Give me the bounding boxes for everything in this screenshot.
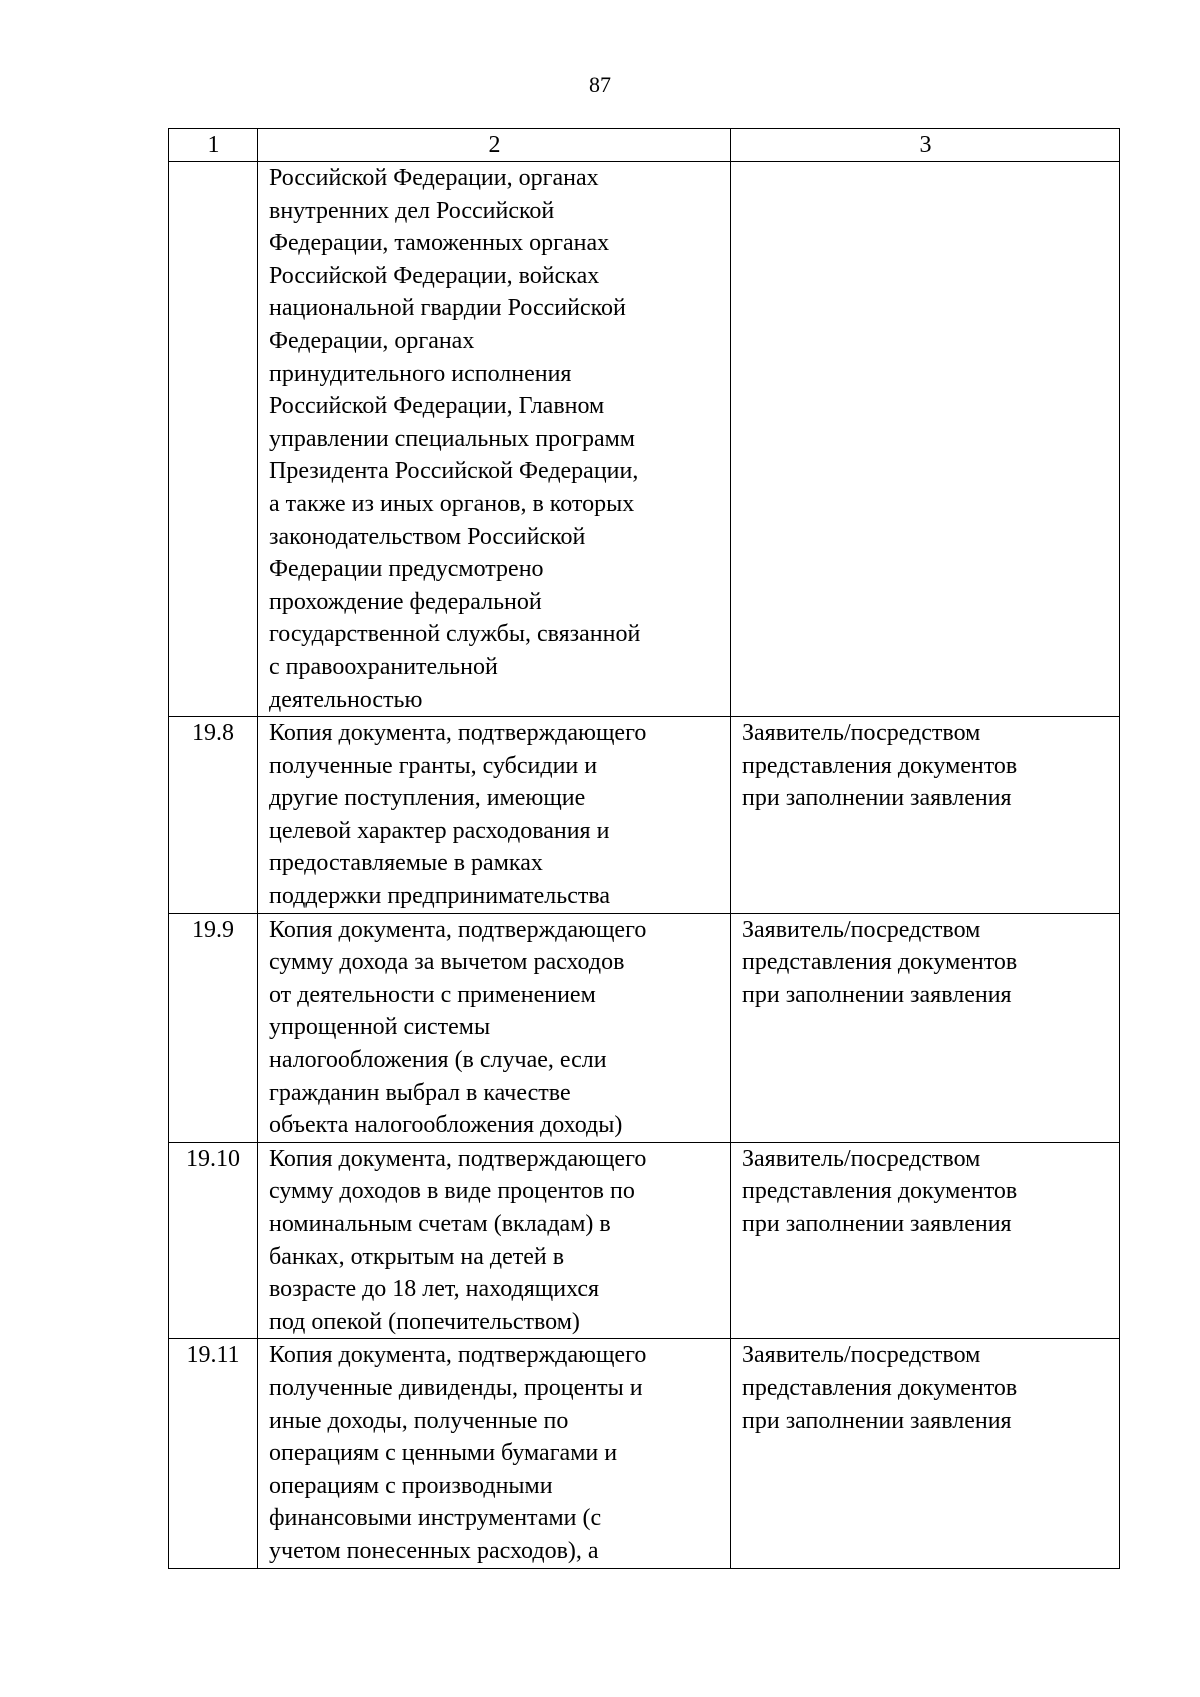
row-source: Заявитель/посредством представления документов при заполнении заявления — [731, 1142, 1120, 1339]
page-number: 87 — [589, 72, 611, 97]
row-number: 19.8 — [169, 717, 258, 914]
row-number: 19.9 — [169, 913, 258, 1142]
row-description: Копия документа, подтверждающего полученные дивиденды, проценты и иные доходы, полученные по операциям с ценными бумагами и операциям с производными финансовыми инструментами (с учетом понесенных расходов), а — [258, 1339, 731, 1568]
table-row — [169, 1339, 1120, 1568]
row-number: 19.10 — [169, 1142, 258, 1339]
documents-table — [168, 128, 1120, 1569]
table-row — [169, 717, 1120, 914]
row-source: Заявитель/посредством представления документов при заполнении заявления — [731, 913, 1120, 1142]
row-description: Российской Федерации, органах внутренних дел Российской Федерации, таможенных органах Российской Федерации, войсках национальной гвардии Российской Федерации, органах принудительного исполнения Российской Федерации, Главном управлении специальных программ Президента Российской Федерации, а также из иных органов, в которых законодательством Российской Федерации предусмотрено прохождение федеральной государственной службы, связанной с правоохранительной деятельностью — [258, 162, 731, 717]
row-number — [169, 162, 258, 717]
column-header-2: 2 — [258, 129, 731, 162]
row-description: Копия документа, подтверждающего сумму доходов в виде процентов по номинальным счетам (вкладам) в банках, открытым на детей в возрасте до 18 лет, находящихся под опекой (попечительством) — [258, 1142, 731, 1339]
column-header-3: 3 — [731, 129, 1120, 162]
row-source: Заявитель/посредством представления документов при заполнении заявления — [731, 1339, 1120, 1568]
row-source — [731, 162, 1120, 717]
row-description: Копия документа, подтверждающего полученные гранты, субсидии и другие поступления, имеющие целевой характер расходования и предоставляемые в рамках поддержки предпринимательства — [258, 717, 731, 914]
column-header-1: 1 — [169, 129, 258, 162]
row-description: Копия документа, подтверждающего сумму дохода за вычетом расходов от деятельности с применением упрощенной системы налогообложения (в случае, если гражданин выбрал в качестве объекта налогообложения доходы) — [258, 913, 731, 1142]
row-source: Заявитель/посредством представления документов при заполнении заявления — [731, 717, 1120, 914]
table-row — [169, 1142, 1120, 1339]
table-row — [169, 913, 1120, 1142]
row-number: 19.11 — [169, 1339, 258, 1568]
table-row — [169, 162, 1120, 717]
table-header-row — [169, 129, 1120, 162]
